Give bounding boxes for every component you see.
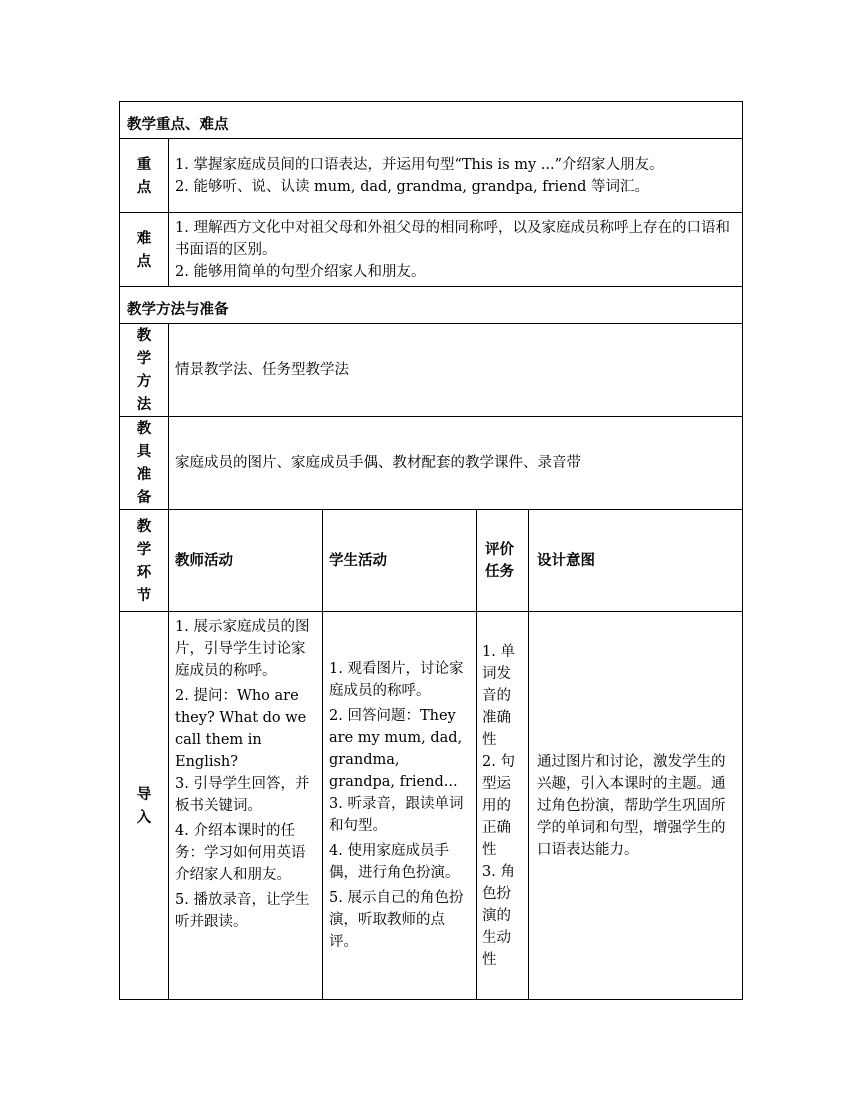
teacher-step: 3. 引导学生回答，并板书关键词。 bbox=[175, 776, 310, 814]
teacher-step: 5. 播放录音，让学生听并跟读。 bbox=[175, 892, 310, 930]
teacher-step: 2. 提问：Who are they? What do we call them in English? bbox=[175, 688, 307, 770]
teacher-activity-header: 教师活动 bbox=[169, 510, 323, 612]
student-step: 2. 回答问题：They are my mum, dad, grandma, grandpa, friend... bbox=[329, 708, 463, 790]
student-activity-header: 学生活动 bbox=[323, 510, 477, 612]
key-points-content bbox=[169, 139, 743, 213]
lesson-plan-table bbox=[119, 101, 743, 1000]
section-title: 教学重点、难点 bbox=[120, 102, 743, 139]
key-points-row bbox=[120, 139, 743, 213]
process-header-row bbox=[120, 510, 743, 612]
student-step: 5. 展示自己的角色扮演，听取教师的点评。 bbox=[329, 890, 464, 950]
difficult-points-label: 难点 bbox=[120, 213, 169, 287]
prep-content: 家庭成员的图片、家庭成员手偶、教材配套的教学课件、录音带 bbox=[169, 417, 743, 510]
difficult-points-content bbox=[169, 213, 743, 287]
section-method-header bbox=[120, 287, 743, 324]
teacher-step: 4. 介绍本课时的任务：学习如何用英语介绍家人和朋友。 bbox=[175, 823, 306, 883]
prep-row bbox=[120, 417, 743, 510]
stage-header: 教学环节 bbox=[120, 510, 169, 612]
teacher-step: 1. 展示家庭成员的图片，引导学生讨论家庭成员的称呼。 bbox=[175, 619, 310, 679]
section-title: 教学方法与准备 bbox=[120, 287, 743, 324]
intro-teacher-activity bbox=[169, 612, 323, 1000]
intro-student-activity bbox=[323, 612, 477, 1000]
evaluation-item: 3. 角色扮演的生动性 bbox=[482, 863, 515, 968]
method-label: 教学方法 bbox=[120, 324, 169, 417]
evaluation-item: 1. 单词发音的准确性 bbox=[482, 643, 515, 748]
student-step: 3. 听录音，跟读单词和句型。 bbox=[329, 796, 464, 834]
student-step: 4. 使用家庭成员手偶，进行角色扮演。 bbox=[329, 843, 460, 881]
difficult-point-item: 2. 能够用简单的句型介绍家人和朋友。 bbox=[175, 263, 426, 280]
intro-evaluation bbox=[477, 612, 529, 1000]
intro-design-intent: 通过图片和讨论，激发学生的兴趣，引入本课时的主题。通过角色扮演，帮助学生巩固所学的单词和句型，增强学生的口语表达能力。 bbox=[529, 612, 743, 1000]
lesson-plan-page bbox=[119, 101, 742, 1000]
intro-row bbox=[120, 612, 743, 1000]
design-intent-header: 设计意图 bbox=[529, 510, 743, 612]
difficult-points-row bbox=[120, 213, 743, 287]
key-point-item: 2. 能够听、说、认读 mum, dad, grandma, grandpa, friend 等词汇。 bbox=[175, 178, 649, 195]
key-points-label: 重点 bbox=[120, 139, 169, 213]
method-row bbox=[120, 324, 743, 417]
evaluation-item: 2. 句型运用的正确性 bbox=[482, 753, 515, 858]
intro-stage-label: 导入 bbox=[120, 612, 169, 1000]
section-key-difficult-header bbox=[120, 102, 743, 139]
evaluation-header: 评价任务 bbox=[477, 510, 529, 612]
difficult-point-item: 1. 理解西方文化中对祖父母和外祖父母的相同称呼，以及家庭成员称呼上存在的口语和书面语的区别。 bbox=[175, 219, 730, 258]
method-content: 情景教学法、任务型教学法 bbox=[169, 324, 743, 417]
student-step: 1. 观看图片，讨论家庭成员的称呼。 bbox=[329, 661, 464, 699]
key-point-item: 1. 掌握家庭成员间的口语表达，并运用句型“This is my ...”介绍家人朋友。 bbox=[175, 156, 664, 173]
prep-label: 教具准备 bbox=[120, 417, 169, 510]
